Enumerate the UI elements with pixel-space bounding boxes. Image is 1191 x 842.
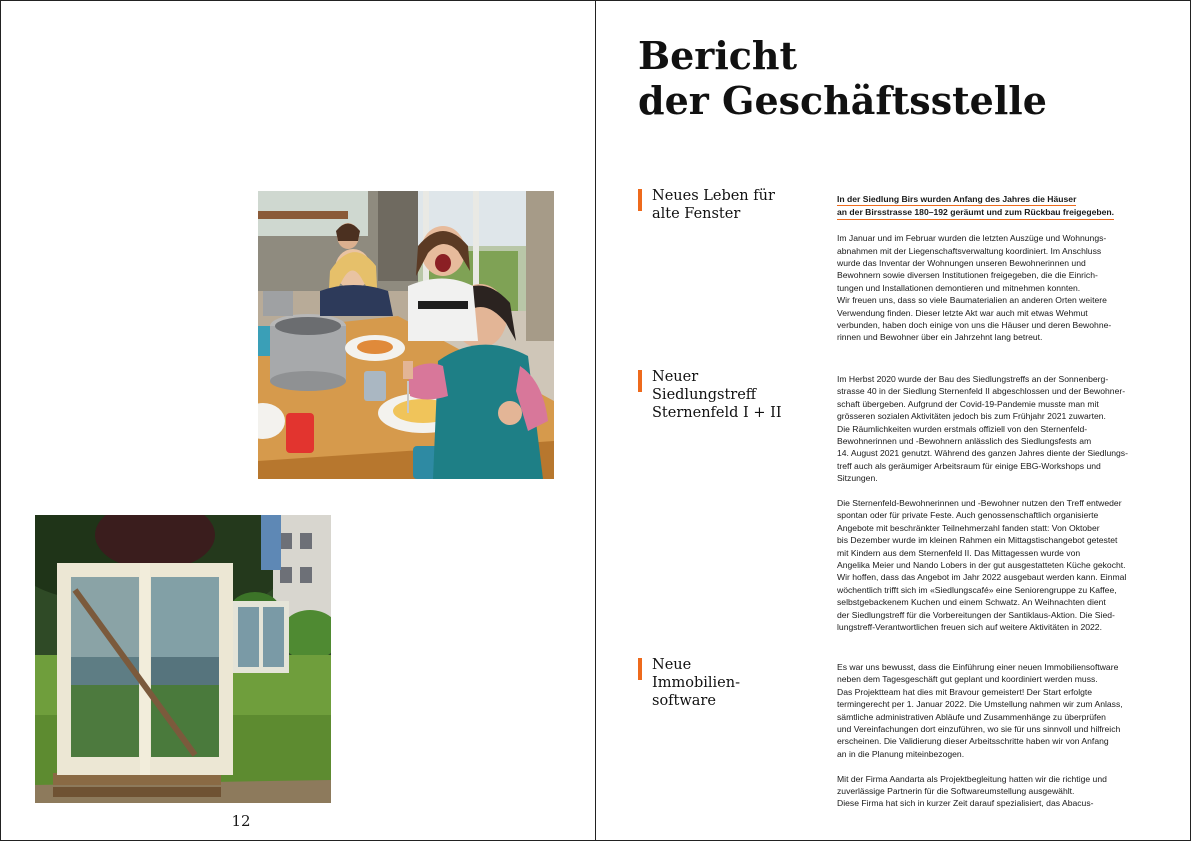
section-body-siedlungstreff: [837, 373, 1162, 646]
section-lead: In der Siedlung Birs wurden Anfang des Jahres die Häuser an der Birsstrasse 180–192 geräumt und zum Rückbau freigegeben.: [837, 193, 1162, 220]
section-body-immobiliensoftware: [837, 661, 1162, 822]
page-number: 12: [231, 812, 251, 830]
paragraph: Die Sternenfeld-Bewohnerinnen und -Bewohner nutzen den Treff entweder spontan oder für private Feste. Auch genossenschaftlich organisierte Angebote mit beschränkter Teilnehmerzahl fanden statt: Von Oktober bis Dezember wurde im kleinen Rahmen ein Mittagstischangebot getestet mit Kindern aus dem Sternenfeld II. Das Mittagessen wurde von Angelika Meier und Nando Lobers in der gut ausgestatteten Küche gekocht. Wir hoffen, dass das Angebot im Jahr 2022 ausgebaut werden kann. Einmal wöchentlich trifft sich im «Siedlungscafé» eine Seniorengruppe zu Kaffee, selbstgebackenem Kuchen und einem Schwatz. An Weihnachten dient der Siedlungstreff für die Vorbereitungen der Santiklaus-Aktion. Die Sied- lungstreff-Verantwortlichen freuen sich auf weitere Aktivitäten in 2022.: [837, 498, 1127, 633]
section-heading-immobiliensoftware: Neue Immobilien- software: [638, 656, 792, 710]
page-title: Bericht der Geschäftsstelle: [638, 33, 1047, 123]
paragraph: Im Januar und im Februar wurden die letzten Auszüge und Wohnungs- abnahmen mit der Liegenschaftsverwaltung koordiniert. Im Anschluss wurde das Inventar der Wohnungen unseren Bewohnerinnen und Bewohnern sowie diversen Institutionen freigegeben, die die Einrich- tungen und Installationen demontieren und mitnehmen konnten. Wir freuen uns, dass so viele Baumaterialien an anderen Orten weitere Verwendung finden. Dieser letzte Akt war auch mit etwas Wehmut verbunden, haben doch einige von uns die Häuser und deren Bewohne- rinnen und Bewohner über ein Jahrzehnt lang betreut.: [837, 233, 1112, 343]
paragraph: Mit der Firma Aandarta als Projektbegleitung hatten wir die richtige und zuverlässige Partnerin für die Softwareumstellung ausgewählt. Diese Firma hat sich in kurzer Zeit darauf spezialisiert, das Abacus-: [837, 773, 1107, 809]
paragraph: Es war uns bewusst, dass die Einführung einer neuen Immobiliensoftware neben dem Tagesgeschäft gut geplant und koordiniert werden muss. Das Projektteam hat dies mit Bravour gemeistert! Der Start erfolgte termingerecht per 1. Januar 2022. Die Umstellung nahmen wir zum Anlass, sämtliche administrativen Abläufe und Zusammenhänge zu überprüfen und Vereinfachungen dort einzuführen, wo sie für uns sinnvoll und hilfreich erscheinen. Die Validierung dieser Arbeitsschritte haben wir von Anfang an in die Planung miteinbezogen.: [837, 662, 1123, 759]
section-body-neues-leben: [837, 193, 1162, 356]
children-eating-spaghetti-photo: [258, 191, 554, 479]
paragraph: Im Herbst 2020 wurde der Bau des Siedlungstreffs an der Sonnenberg- strasse 40 in der Siedlung Sternenfeld II abgeschlossen und der Bewohner- schaft übergeben. Aufgrund der Covid-19-Pandemie musste man mit grösseren sozialen Aktivitäten jedoch bis zum Frühjahr 2021 zuwarten. Die Räumlichkeiten wurden erstmals offiziell von den Sternenfeld- Bewohnerinnen und -Bewohnern anlässlich des Siedlungsfests am 14. August 2021 genutzt. Während des ganzen Jahres diente der Siedlungs- treff auch als geräumiger Arbeitsraum für einige EBG-Workshops und Sitzungen.: [837, 374, 1128, 484]
section-heading-neues-leben: Neues Leben für alte Fenster: [638, 187, 792, 223]
section-heading-siedlungstreff: Neuer Siedlungstreff Sternenfeld I + II: [638, 368, 792, 422]
right-page: [595, 0, 1191, 841]
left-page: [0, 0, 596, 841]
window-frames-on-pallet-photo: [35, 515, 331, 803]
